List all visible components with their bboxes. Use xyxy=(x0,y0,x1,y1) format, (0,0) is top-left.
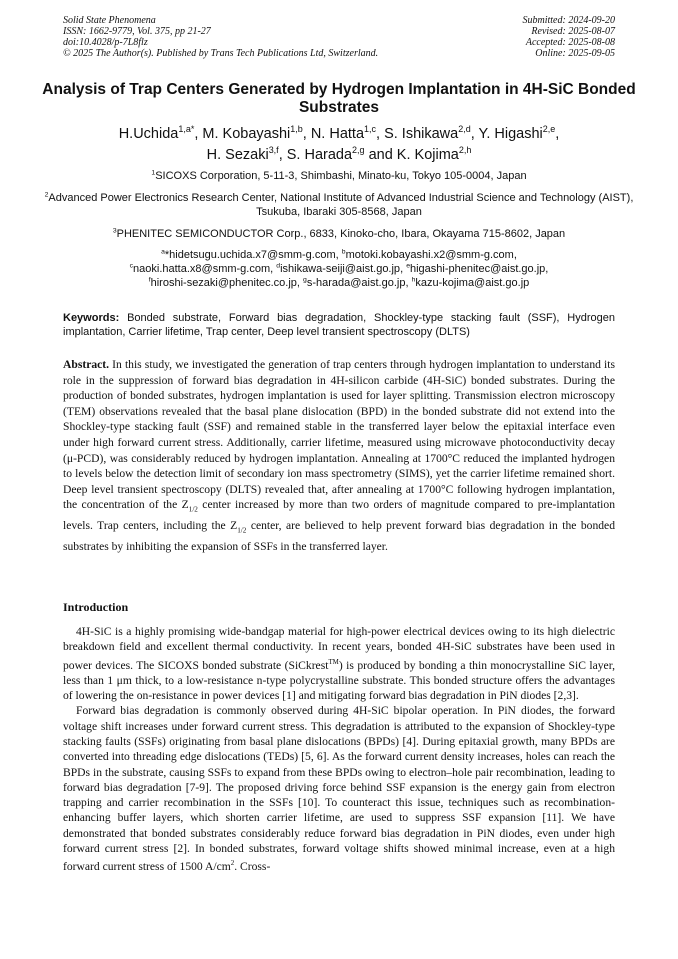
accepted-date: Accepted: 2025-08-08 xyxy=(525,37,615,48)
author: H. Sezaki$^{3,f}$, xyxy=(206,145,287,163)
author: N. Hatta$^{1,c}$, xyxy=(310,124,385,142)
email[interactable]: higashi-phenitec@aist.go.jp xyxy=(409,263,546,275)
online-date: Online: 2025-09-05 xyxy=(535,48,615,59)
author: M. Kobayashi$^{1,b}$, xyxy=(202,124,311,142)
doi[interactable]: doi:10.4028/p-7L8flz xyxy=(63,37,148,48)
email[interactable]: naoki.hatta.x8@smm-g.com xyxy=(133,263,271,275)
keywords-text: Bonded substrate, Forward bias degradation, Shockley-type stacking fault (SSF), Hydrogen implantation, Carrier lifetime, Trap center, Deep level transient spectroscopy (DLTS) xyxy=(63,312,615,338)
author: S. Harada$^{2,g}$ and xyxy=(286,145,397,163)
author: H.Uchida$^{1,a*}$, xyxy=(118,124,203,142)
email[interactable]: kazu-kojima@aist.go.jp xyxy=(415,277,530,289)
issn: ISSN: 1662-9779, Vol. 375, pp 21-27 xyxy=(63,26,211,37)
journal-header-right xyxy=(523,15,616,59)
email[interactable]: *hidetsugu.uchida.x7@smm-g.com xyxy=(164,249,336,261)
copyright: © 2025 The Author(s). Published by Trans Tech Publications Ltd, Switzerland. xyxy=(63,48,379,59)
email[interactable]: ishikawa-seiji@aist.go.jp xyxy=(280,263,401,275)
email[interactable]: s-harada@aist.go.jp xyxy=(306,277,406,289)
keywords xyxy=(63,311,615,339)
journal-header-left xyxy=(63,15,378,59)
affiliation-1: $^1$SICOXS Corporation, 5-11-3, Shimbashi, Minato-ku, Tokyo 105-0004, Japan xyxy=(151,169,527,182)
submitted-date: Submitted: 2024-09-20 xyxy=(522,15,615,26)
author: K. Kojima$^{2,h}$ xyxy=(396,145,472,163)
keywords-label: Keywords: xyxy=(63,312,120,324)
author: Y. Higashi$^{2,e}$, xyxy=(478,124,560,142)
revised-date: Revised: 2025-08-07 xyxy=(531,26,615,37)
affiliation-2: $^2$Advanced Power Electronics Research Center, National Institute of Advanced Industrial Science and Technology (AIST), Tsukuba, Ibaraki 305-8568, Japan xyxy=(44,191,634,218)
journal-name: Solid State Phenomena xyxy=(63,15,156,26)
email[interactable]: hiroshi-sezaki@phenitec.co.jp xyxy=(150,277,297,289)
paragraph: 4H-SiC is a highly promising wide-bandgap material for high-power electrical devices owing to its high dielectric breakdown field and excellent thermal conductivity. In recent years, bonded 4H-SiC substrates have been used in power devices. The SICOXS bonded substrate (SiCkrest™) is produced by bonding a thin monocrystalline SiC layer, less than 1 μm thick, to a low-resistance n-type polycrystalline substrate. This bonded structure offers the advantages of lowering the on-resistance in power devices [1] and mitigating forward bias degradation in PiN diodes [2,3]. xyxy=(63,625,615,703)
author: S. Ishikawa$^{2,d}$, xyxy=(384,124,479,142)
email-list: $^a$*hidetsugu.uchida.x7@smm-g.com, $^b$motoki.kobayashi.x2@smm-g.com, $^c$naoki.hatta.x8@smm-g.com, $^d$ishikawa-seiji@aist.go.jp, $^e$higashi-phenitec@aist.go.jp, $^f$hiroshi-sezaki@phenitec.co.jp, $^g$s-harada@aist.go.jp, $^h$kazu-kojima@aist.go.jp xyxy=(129,248,549,289)
paragraph: Forward bias degradation is commonly observed during 4H-SiC bipolar operation. In PiN diodes, the forward voltage shift increases under forward current stress. This degradation is attributed to the expansion of Shockley-type stacking faults (SSFs) originating from basal plane dislocations (BPDs) [4]. During epitaxial growth, many BPDs are converted into threading edge dislocations (TEDs) [5, 6]. As the forward current density increases, holes can reach the BPDs in the substrate, causing SSFs to expand from these BPDs owing to electron–hole pair recombination, leading to forward bias degradation [7-9]. The proposed driving force behind SSF expansion is the energy gain from electron trapping and carrier recombination in the SSFs [10]. To counteract this issue, techniques such as recombination-enhancing buffer layers, which shorten carrier lifetime, are used to suppress SSF expansion [11]. We have demonstrated that bonded substrates considerably reduce forward bias degradation in PiN diodes, even under high forward current stress [2]. In bonded substrates, forward voltage shifts showed minimal increase, even at a high forward current stress of 1500 $A/cm^2$. Cross- xyxy=(63,704,615,874)
affiliation-3: $^3$PHENITEC SEMICONDUCTOR Corp., 6833, Kinoko-cho, Ibara, Okayama 715-8602, Japan xyxy=(112,227,566,240)
author-list xyxy=(40,124,638,166)
paper-title: Analysis of Trap Centers Generated by Hydrogen Implantation in 4H-SiC Bonded Substrates xyxy=(42,81,636,116)
introduction-body xyxy=(63,624,615,874)
abstract: Abstract. In this study, we investigated the generation of trap centers through hydrogen implantation to understand its role in the suppression of forward bias degradation in 4H-silicon carbide (4H-SiC) bonded substrates. During the production of bonded substrates, hydrogen implantation is used for layer splitting. Transmission electron microscopy (TEM) observations revealed that the basal plane dislocation (BPD) in the bonded substrate did not extend into the Shockley-type stacking fault (SSF) and remained stable in the transferred layer below the epitaxial interface even under high forward current stress. Additionally, carrier lifetime, measured using microwave photoconductivity decay (μ-PCD), was considerably reduced by hydrogen implantation. Annealing at 1700°C reduced the implanted hydrogen to levels below the detection limit of secondary ion mass spectrometry (SIMS), yet the carrier lifetime remained short. Deep level transient spectroscopy (DLTS) revealed that, after annealing at 1700°C following hydrogen implantation, the concentration of the $Z_{1/2}$ center increased by more than two orders of magnitude compared to pre-implantation levels. Trap centers, including the $Z_{1/2}$ center, are believed to help prevent forward bias degradation in the bonded substrates by inhibiting the expansion of SSFs in the transferred layer. xyxy=(63,358,615,554)
abstract-label: Abstract. xyxy=(63,358,110,371)
section-heading-introduction: Introduction xyxy=(63,600,129,614)
email[interactable]: motoki.kobayashi.x2@smm-g.com xyxy=(345,249,514,261)
